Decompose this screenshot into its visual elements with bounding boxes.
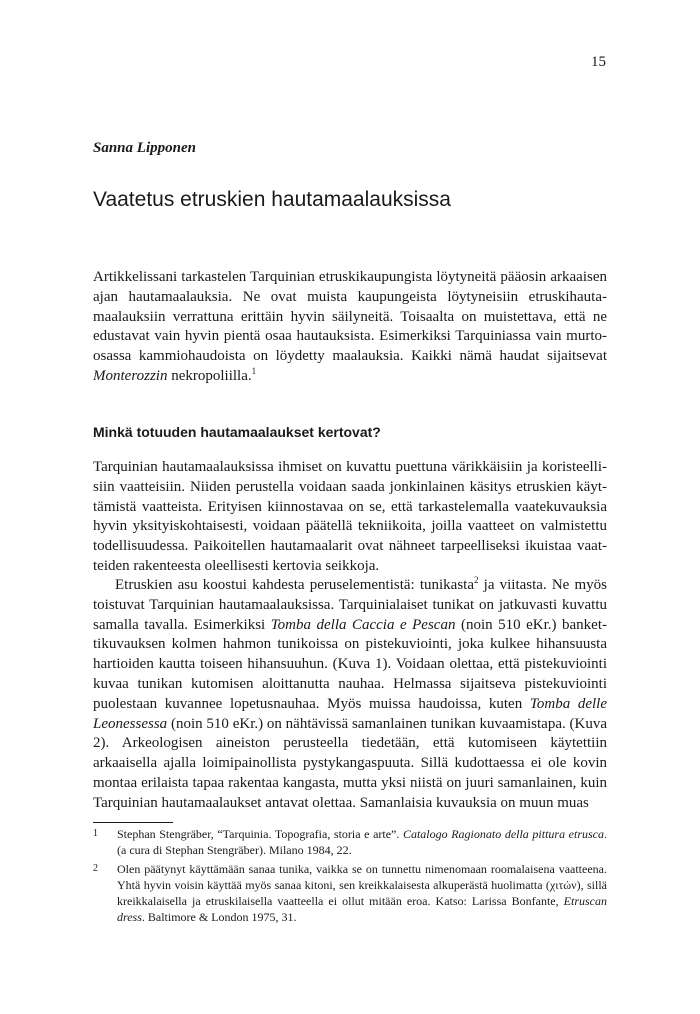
body-paragraph-2 <box>93 576 607 814</box>
footnote-rule <box>93 822 173 823</box>
footnote-number: 1 <box>93 828 98 839</box>
para2-text-4: (noin 510 eKr.) on nähtävissä samanlainen tunikan kuvaamistapa. (Kuva 2). Arkeologisen aineiston perusteella tiedetään, että kutomiseen käytettiin arkaaisella ajalla loimipainollista pystykangaspuuta. Sillä kudottaessa ei ole kovin montaa erilaista tapaa rakentaa kangasta, mutta yksi niistä on juuri samanlainen, kuin Tarquinian hautamaalaukset antavat olettaa. Samanlaisia kuvauksia on muun muas <box>93 715 607 811</box>
footnote-1-text-1: Stephan Stengräber, “Tarquinia. Topografia, storia e arte”. <box>117 827 403 841</box>
para2-text-1: Etruskien asu koostui kahdesta peruselementistä: tunikasta <box>115 577 474 593</box>
article-title: Vaatetus etruskien hautamaalauksissa <box>93 188 451 211</box>
para2-text-3: (noin 510 eKr.) bankettikuvauksen kolmen hahmon tunikoissa on pistekuviointi, joka kulkee hihansuusta hartioiden kautta toiseen hihansuuhun. (Kuva 1). Voidaan olettaa, että pistekuviointi kuvaa tunikan kutomisen aloittanutta nauhaa. Helmassa sijaitseva pistekuviointi puolestaan kuvannee lopetusnauhaa. Myös muissa haudoissa, kuten <box>93 616 607 712</box>
footnotes <box>93 826 607 928</box>
page-number: 15 <box>591 54 606 70</box>
footnote-ref-1[interactable]: 1 <box>251 365 257 376</box>
abstract-paragraph <box>93 268 607 387</box>
author-name: Sanna Lipponen <box>93 140 196 156</box>
footnote-number: 2 <box>93 863 98 874</box>
footnote-1-emphasis: Catalogo Ragionato della pittura etrusca <box>402 827 604 841</box>
footnote-text <box>117 861 607 925</box>
tomb-name-caccia: Tomba della Caccia e Pescan <box>270 616 456 633</box>
footnote-2-text-1: Olen päätynyt käyttämään sanaa tunika, vaikka se on tunnettu nimenomaan roomalaisena vaatteena. Yhtä hyvin voisin käyttää myös sanaa kitoni, sen kreikkalaisesta alkuperästä huolimatta (χιτών), sillä kreikkalaisella ja etruskilaisella vaatteella ei ollut mitään eroa. Katso: Larissa Bonfante, <box>117 862 607 908</box>
abstract-text-1: Artikkelissani tarkastelen Tarquinian etruskikaupungista löytyneitä pääosin arkaaisen ajan hautamaalauksia. Ne ovat muista kaupungeista löytyneisiin etruskihautamaalauksiin verrattuna erittäin hyvin säilyneitä. Toisaalta on muistettava, että ne edustavat vain hyvin pientä osaa hautauksista. Esimerkiksi Tarquiniassa vain murto-osassa kammiohaudoista on löydetty maalauksia. Kaikki nämä haudat sijaitsevat <box>93 269 607 365</box>
footnote-text <box>117 826 607 858</box>
footnote-1-text-2: . (a cura di Stephan Stengräber). Milano 1984, 22. <box>117 827 607 857</box>
footnote-1 <box>93 826 607 858</box>
footnote-2-emphasis: Etruscan dress <box>117 894 607 924</box>
footnote-2 <box>93 861 607 925</box>
para2-text-2: ja viitasta. Ne myös toistuvat Tarquinian hautamaalauksissa. Tarquinialaiset tunikat on jatkuvasti kuvattu samalla tavalla. Esimerkiksi <box>93 577 607 633</box>
abstract-emphasis: Monterozzin <box>93 367 168 384</box>
body-paragraph-1: Tarquinian hautamaalauksissa ihmiset on kuvattu puettuna värikkäisiin ja koristeellisiin vaatteisiin. Niiden perustella voidaan saada jonkinlainen käsitys etruskien käyttämistä vaatteista. Erityisen kiinnostavaa on se, että tarkastelemalla vaatekuvauksia hyvin yksityiskohtaisesti, voidaan päätellä tekniikoita, joilla vaatteet on valmistettu todellisuudessa. Paikoitellen hautamaalarit ovat nähneet tarpeelliseksi ikuistaa vaatteiden rakenteesta oleellisesti kertovia seikkoja. <box>93 459 607 574</box>
footnote-ref-2[interactable]: 2 <box>474 575 479 585</box>
abstract-text-2: nekropoliilla. <box>167 367 252 384</box>
tomb-name-leonessa: Tomba delle Leonessessa <box>93 695 608 732</box>
footnote-2-text-2: . Baltimore & London 1975, 31. <box>141 910 297 924</box>
section-heading: Minkä totuuden hautamaalaukset kertovat? <box>93 424 381 440</box>
